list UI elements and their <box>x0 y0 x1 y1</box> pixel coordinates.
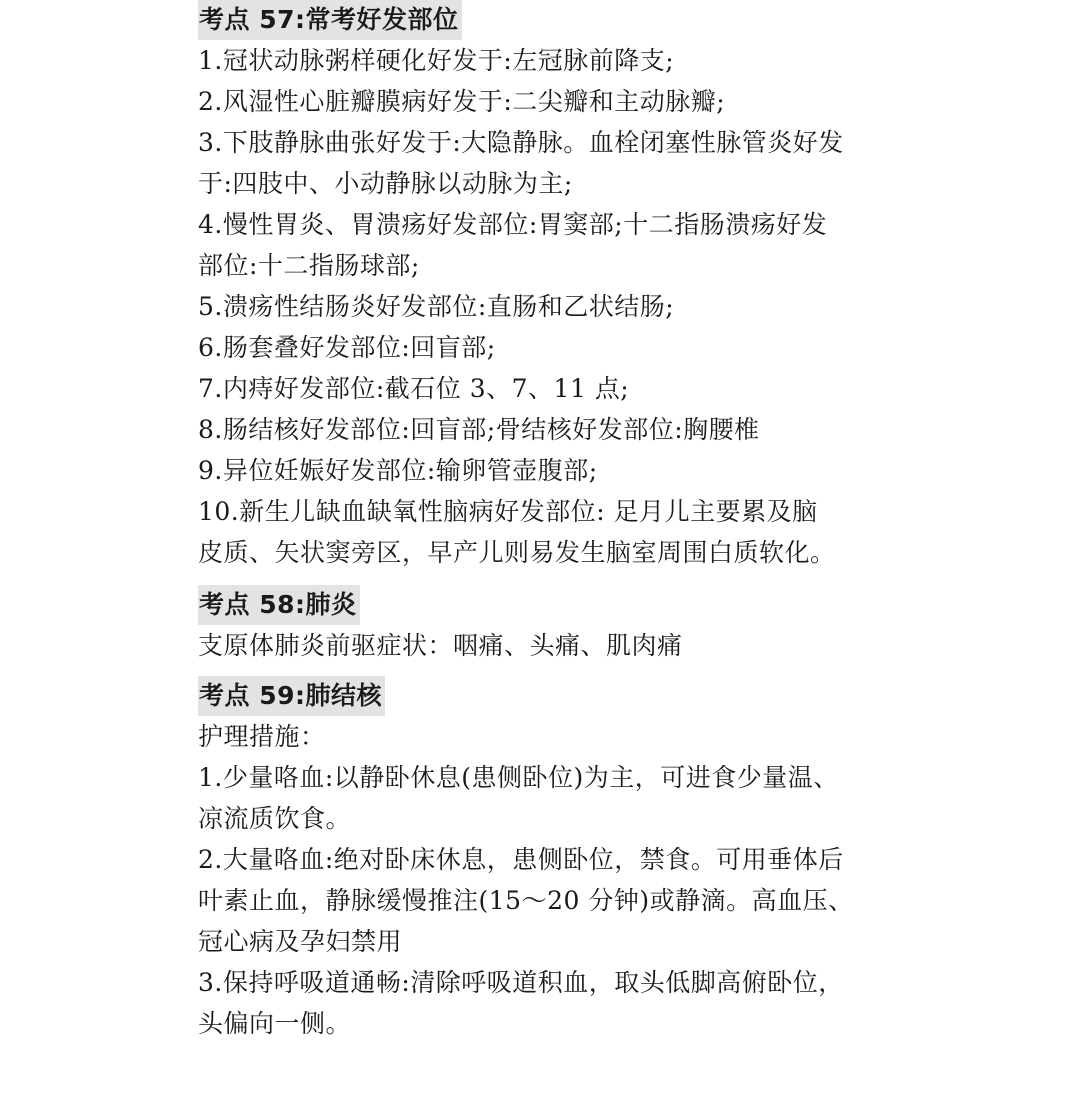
text-line: 部位:十二指肠球部; <box>198 251 420 280</box>
text-line: 头偏向一侧。 <box>198 1009 352 1038</box>
section-57 <box>198 0 898 573</box>
text-line: 3.下肢静脉曲张好发于:大隐静脉。血栓闭塞性脉管炎好发 <box>198 128 844 157</box>
text-line: 9.异位妊娠好发部位:输卵管壶腹部; <box>198 456 598 485</box>
text-line: 6.肠套叠好发部位:回盲部; <box>198 333 496 362</box>
section-heading: 考点 58:肺炎 <box>198 585 360 625</box>
text-line: 2.大量咯血:绝对卧床休息，患侧卧位，禁食。可用垂体后 <box>198 845 844 874</box>
text-line: 5.溃疡性结肠炎好发部位:直肠和乙状结肠; <box>198 292 675 321</box>
text-line: 于:四肢中、小动静脉以动脉为主; <box>198 169 573 198</box>
text-line: 4.慢性胃炎、胃溃疡好发部位:胃窦部;十二指肠溃疡好发 <box>198 210 828 239</box>
text-line: 7.内痔好发部位:截石位 3、7、11 点; <box>198 374 630 403</box>
section-heading: 考点 57:常考好发部位 <box>198 0 462 40</box>
section-heading: 考点 59:肺结核 <box>198 676 385 716</box>
text-line: 10.新生儿缺血缺氧性脑病好发部位: 足月儿主要累及脑 <box>198 497 818 526</box>
text-line: 1.冠状动脉粥样硬化好发于:左冠脉前降支; <box>198 46 675 75</box>
text-line: 叶素止血，静脉缓慢推注(15～20 分钟)或静滴。高血压、 <box>198 886 854 915</box>
text-line: 2.风湿性心脏瓣膜病好发于:二尖瓣和主动脉瓣; <box>198 87 726 116</box>
text-line: 支原体肺炎前驱症状：咽痛、头痛、肌肉痛 <box>198 631 683 660</box>
text-line: 皮质、矢状窦旁区，早产儿则易发生脑室周围白质软化。 <box>198 538 836 567</box>
text-line: 8.肠结核好发部位:回盲部;骨结核好发部位:胸腰椎 <box>198 415 760 444</box>
document-body <box>198 0 898 1044</box>
text-line: 冠心病及孕妇禁用 <box>198 927 403 956</box>
text-line: 1.少量咯血:以静卧休息(患侧卧位)为主，可进食少量温、 <box>198 763 839 792</box>
section-spacer <box>198 573 898 585</box>
section-spacer <box>198 666 898 676</box>
section-58 <box>198 585 898 666</box>
text-line: 3.保持呼吸道通畅:清除呼吸道积血，取头低脚高俯卧位， <box>198 968 844 997</box>
text-line: 凉流质饮食。 <box>198 804 352 833</box>
section-59 <box>198 676 898 1044</box>
text-line: 护理措施： <box>198 722 326 751</box>
